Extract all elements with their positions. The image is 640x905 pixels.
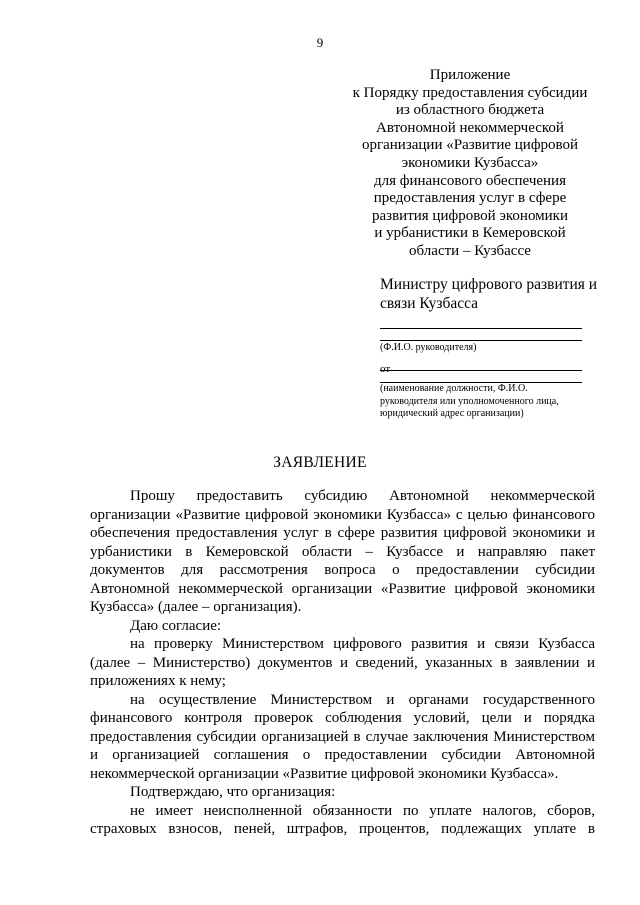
- appendix-line: из областного бюджета: [395, 102, 545, 119]
- appendix-line: и урбанистики в Кемеровской: [374, 225, 566, 242]
- appendix-line: экономики Кузбасса»: [401, 154, 539, 171]
- body-paragraph: Прошу предоставить субсидию Автономной некоммерческой организации «Развитие цифровой экономики Кузбасса» с целью финансового обеспечения предоставления услуг в сфере развития цифровой экономики и урбанистики в Кемеровской области – Кузбассе и направляю пакет документов для рассмотрения вопроса о предоставлении субсидии Автономной некоммерческой организации «Развитие цифровой экономики Кузбасса» (далее – организация).: [90, 488, 595, 615]
- appendix-line: развития цифровой экономики: [372, 207, 568, 224]
- appendix-line: предоставления услуг в сфере: [373, 190, 567, 207]
- appendix-line: организации «Развитие цифровой: [361, 137, 579, 154]
- applicant-caption-line: (наименование должности, Ф.И.О.: [380, 383, 528, 394]
- appendix-header: [330, 67, 610, 261]
- body-paragraph: не имеет неисполненной обязанности по уплате налогов, сборов, страховых взносов, пеней, штрафов, процентов, подлежащих уплате в: [90, 802, 595, 837]
- appendix-line: к Порядку предоставления субсидии: [352, 84, 588, 101]
- body-paragraph: Даю согласие:: [130, 617, 222, 634]
- applicant-caption-line: юридический адрес организации): [380, 408, 524, 419]
- head-name-caption-text: (Ф.И.О. руководителя): [380, 342, 477, 353]
- from-label: от: [380, 363, 391, 375]
- addressee-block: [380, 276, 612, 313]
- addressee-line: Министру цифрового развития и: [380, 276, 598, 293]
- head-name-blank-line: [380, 328, 582, 329]
- addressee-line: связи Кузбасса: [380, 294, 479, 312]
- document-body: [90, 487, 595, 839]
- head-name-caption: [380, 342, 476, 355]
- applicant-caption: [380, 383, 559, 421]
- body-paragraph: на проверку Министерством цифрового развития и связи Кузбасса (далее – Министерство) документов и сведений, указанных в заявлении и приложениях к нему;: [90, 636, 595, 689]
- appendix-line: для финансового обеспечения: [374, 172, 566, 189]
- page-number: 9: [316, 35, 324, 50]
- body-paragraph: Подтверждаю, что организация:: [130, 784, 336, 800]
- appendix-line: Автономной некоммерческой: [376, 119, 564, 136]
- applicant-caption-line: руководителя или уполномоченного лица,: [380, 395, 559, 407]
- applicant-blank-line: [380, 370, 582, 371]
- appendix-line: области – Кузбассе: [409, 242, 531, 259]
- appendix-line: Приложение: [429, 67, 511, 83]
- head-name-blank-line: [380, 340, 582, 341]
- body-paragraph: на осуществление Министерством и органами государственного финансового контроля проверок соблюдения условий, цели и порядка предоставления субсидии организацией в случае заключения Министерством и организацией соглашения о предоставлении субсидии Автономной некоммерческой организации «Развитие цифровой экономики Кузбасса».: [90, 691, 595, 782]
- document-title: ЗАЯВЛЕНИЕ: [273, 454, 367, 471]
